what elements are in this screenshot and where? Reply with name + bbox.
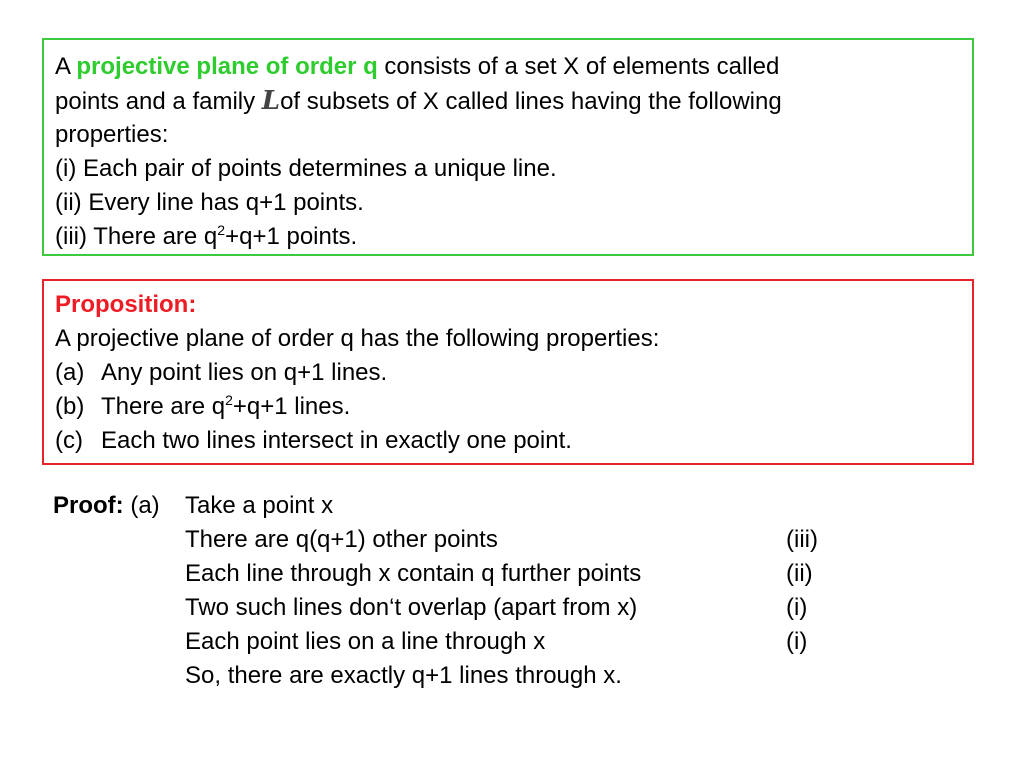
definition-line-3: properties: <box>55 121 169 148</box>
definition-text: A <box>55 53 77 80</box>
proof-step-text: Each line through x contain q further points <box>185 560 642 587</box>
definition-box <box>42 38 974 256</box>
proof-step <box>53 489 953 523</box>
family-symbol: L <box>261 86 281 116</box>
definition-line-2 <box>55 84 962 118</box>
proof-step-ref: (iii) <box>786 526 818 553</box>
proof-step-text: Two such lines don‘t overlap (apart from x) <box>185 594 638 621</box>
property-ii: (ii) Every line has q+1 points. <box>55 189 364 216</box>
definition-term: projective plane of order q <box>76 53 378 80</box>
proof-step <box>53 591 953 625</box>
proof-step-text: There are q(q+1) other points <box>185 526 498 553</box>
property-iii-text: (iii) There are q <box>55 223 218 250</box>
proof-step <box>53 523 953 557</box>
item-text: Each two lines intersect in exactly one point. <box>101 427 572 454</box>
proposition-item-b <box>55 390 962 424</box>
item-label: (a) <box>55 359 85 386</box>
definition-text: points and a family <box>55 88 262 115</box>
property-i: (i) Each pair of points determines a unique line. <box>55 155 557 182</box>
proposition-item-a <box>55 356 962 390</box>
proof-step-ref: (i) <box>786 594 808 621</box>
proof-step-ref: (ii) <box>786 560 813 587</box>
proof-step <box>53 557 953 591</box>
property-iii-text: +q+1 points. <box>225 223 358 250</box>
proof-step <box>53 625 953 659</box>
proof-step-text: Each point lies on a line through x <box>185 628 546 655</box>
definition-line-1 <box>55 50 962 84</box>
proof-heading <box>53 489 160 523</box>
proof-label: Proof: <box>53 492 124 519</box>
item-text: +q+1 lines. <box>232 393 351 420</box>
proposition-heading: Proposition: <box>55 291 197 318</box>
definition-text: of subsets of X called lines having the following <box>280 88 782 115</box>
proposition-item-c <box>55 424 962 458</box>
proof-part: (a) <box>123 492 160 519</box>
proof-step <box>53 659 953 693</box>
proposition-box <box>42 279 974 465</box>
proof-step-text: So, there are exactly q+1 lines through x. <box>185 662 622 689</box>
proof-step-text: Take a point x <box>185 492 334 519</box>
definition-text: consists of a set X of elements called <box>377 53 780 80</box>
item-text: There are q <box>101 393 226 420</box>
item-text: Any point lies on q+1 lines. <box>101 359 388 386</box>
superscript: 2 <box>217 222 226 238</box>
proposition-intro: A projective plane of order q has the following properties: <box>55 325 660 352</box>
superscript: 2 <box>225 392 233 408</box>
item-label: (b) <box>55 393 85 420</box>
item-label: (c) <box>55 427 83 454</box>
property-iii <box>55 220 962 254</box>
proof-section <box>53 489 953 693</box>
proof-step-ref: (i) <box>786 628 808 655</box>
